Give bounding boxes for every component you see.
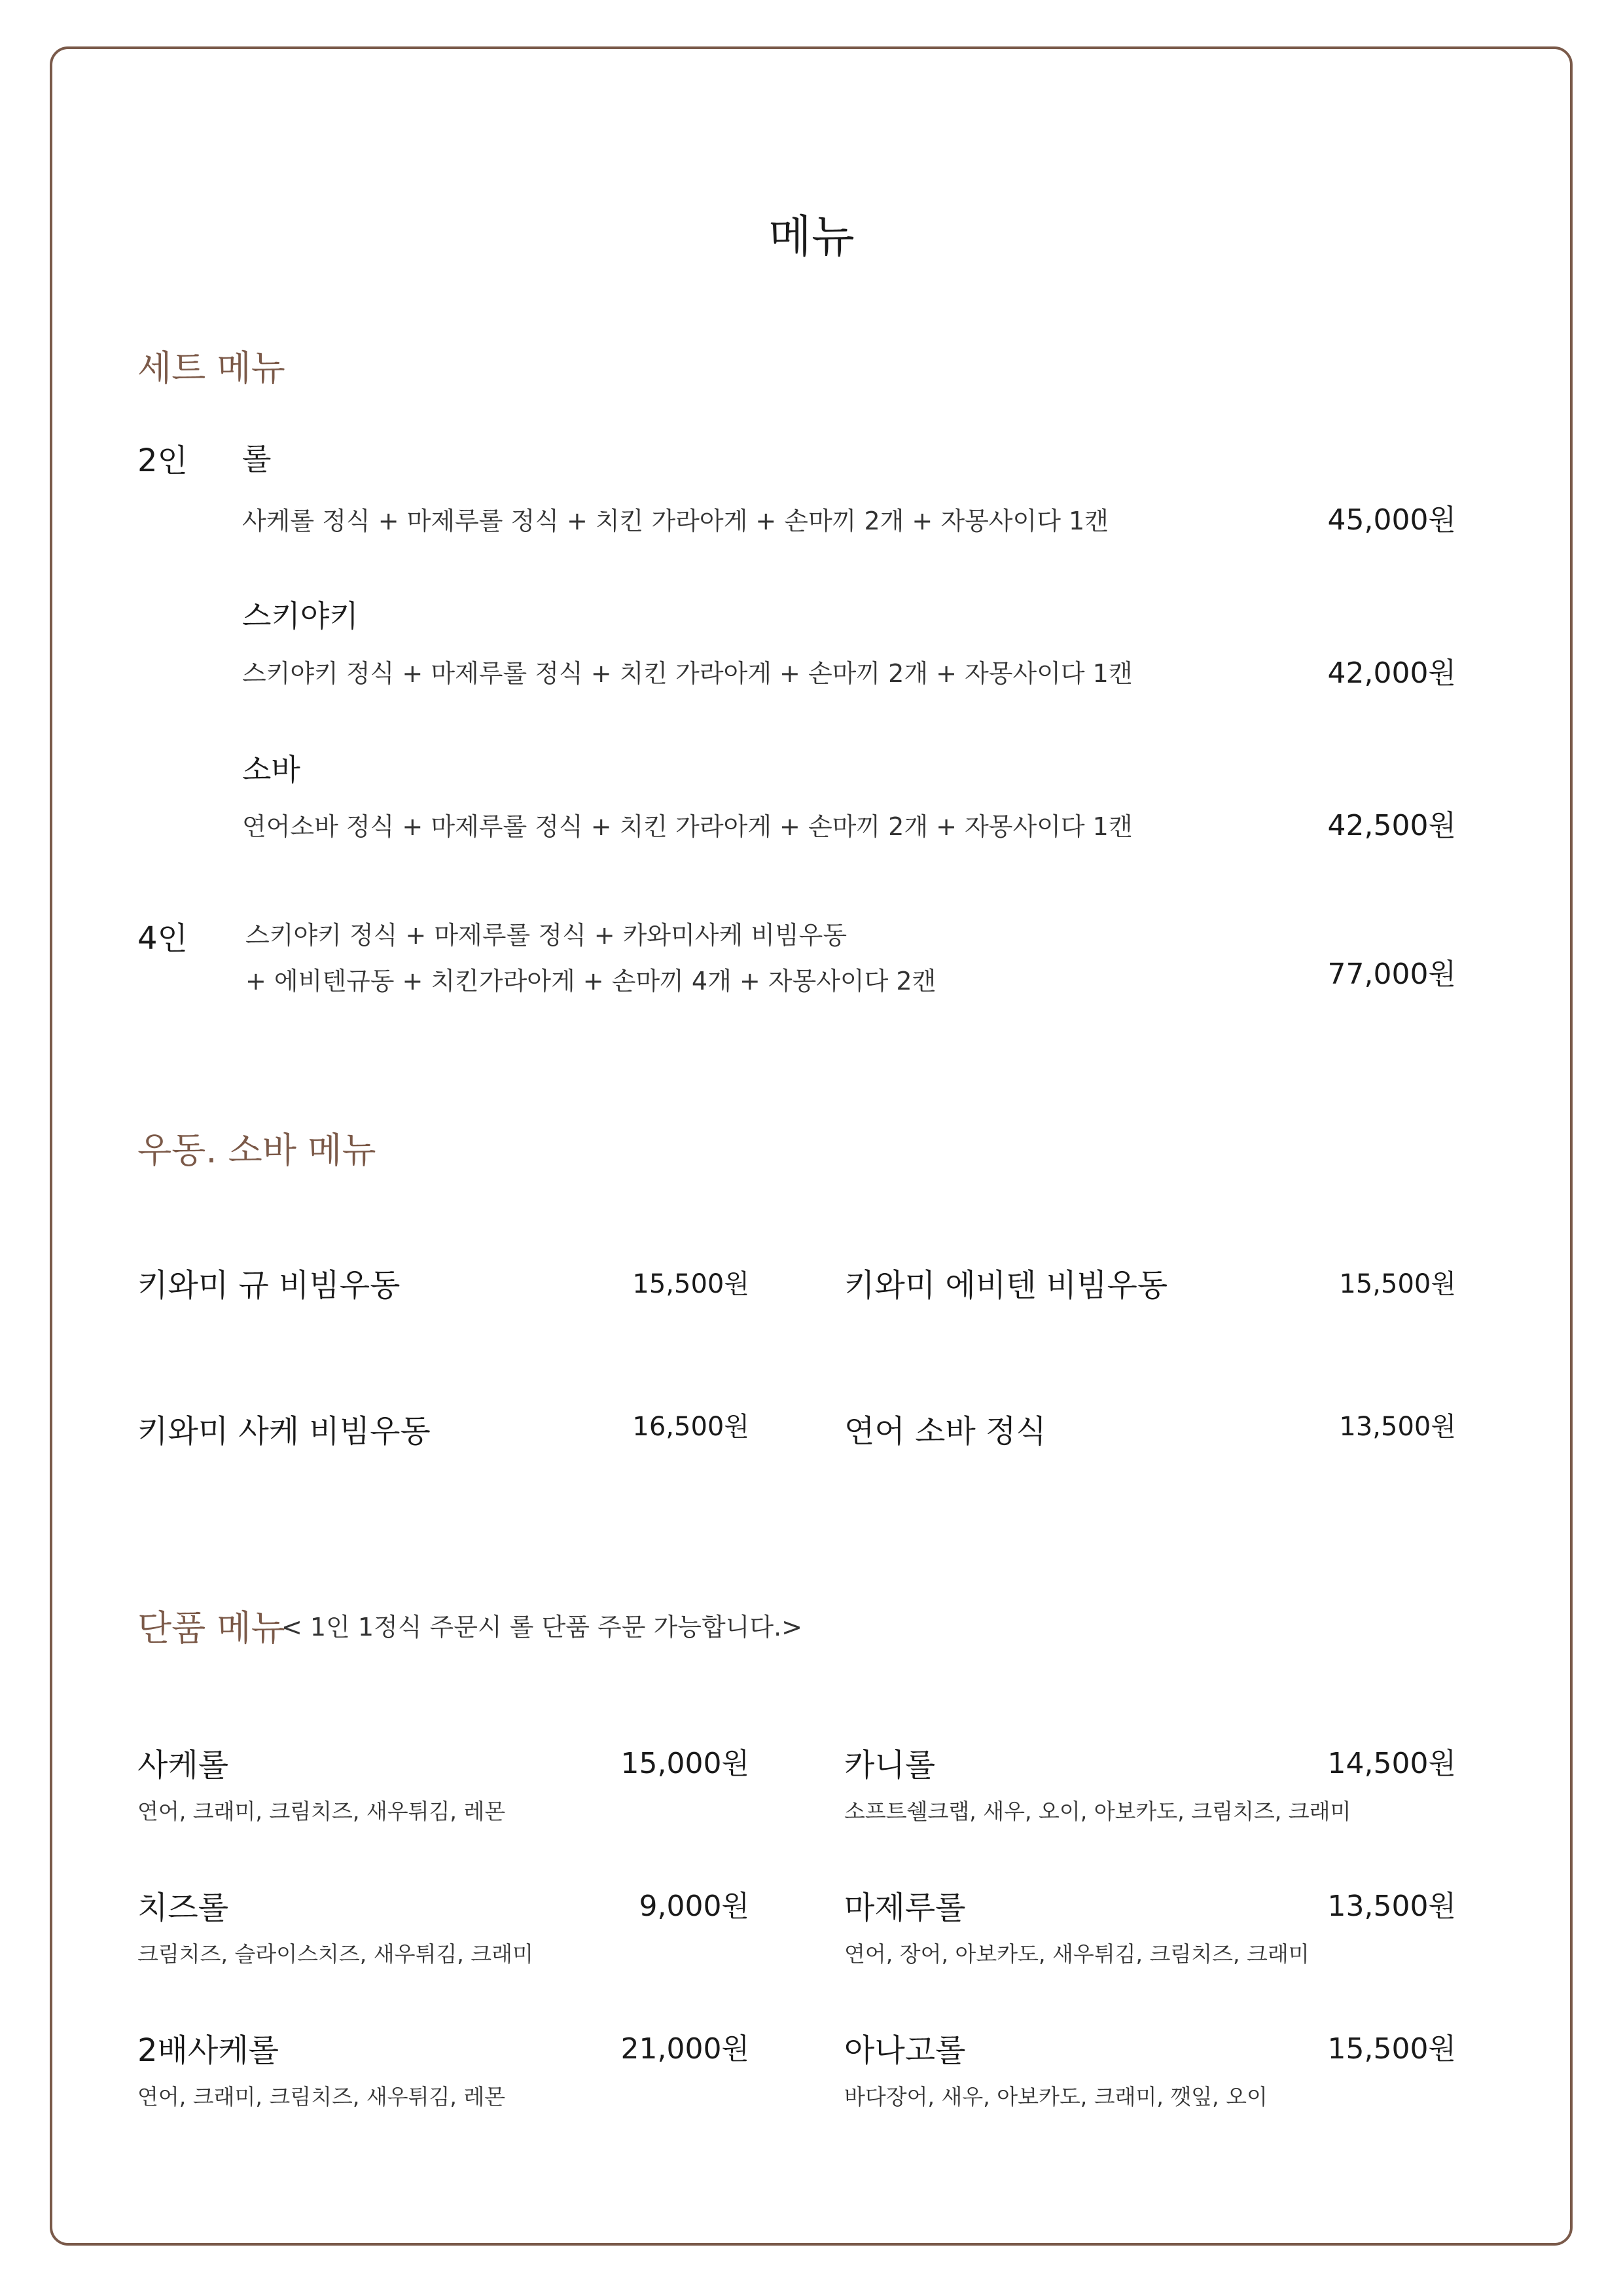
single-item-desc: 연어, 크래미, 크림치즈, 새우튀김, 레몬 [137, 2084, 506, 2109]
single-item-name: 치즈롤 [137, 1890, 229, 1926]
single-item-price: 15,000원 [620, 1747, 749, 1780]
udon-item-price: 16,500원 [632, 1412, 749, 1442]
single-item-name: 아나고롤 [844, 2032, 966, 2069]
single-item-name: 2배사케롤 [137, 2032, 279, 2069]
udon-item-name: 키와미 에비텐 비빔우동 [844, 1267, 1168, 1304]
udon-item-name: 연어 소바 정식 [844, 1413, 1046, 1450]
four-person-desc-line2: + 에비텐규동 + 치킨가라아게 + 손마끼 4개 + 자몽사이다 2캔 [245, 967, 936, 996]
single-menu-note: < 1인 1정식 주문시 롤 단품 주문 가능합니다.> [281, 1613, 802, 1641]
udon-item-price: 13,500원 [1339, 1412, 1456, 1442]
single-item-desc: 소프트쉘크랩, 새우, 오이, 아보카도, 크림치즈, 크래미 [844, 1799, 1351, 1824]
single-item-price: 14,500원 [1327, 1747, 1456, 1780]
udon-item-name: 키와미 사케 비빔우동 [137, 1413, 431, 1450]
set-option-desc: 연어소바 정식 + 마제루롤 정식 + 치킨 가라아게 + 손마끼 2개 + 자몽사이다 1캔 [242, 812, 1133, 841]
set-option-price: 42,000원 [1327, 656, 1456, 690]
set-option-name: 소바 [242, 752, 300, 787]
four-person-label: 4인 [137, 920, 188, 957]
page-title: 메뉴 [768, 211, 855, 263]
udon-item-name: 키와미 규 비빔우동 [137, 1267, 401, 1304]
single-item-desc: 연어, 장어, 아보카도, 새우튀김, 크림치즈, 크래미 [844, 1941, 1310, 1967]
single-item-name: 카니롤 [844, 1747, 936, 1784]
four-person-desc-line1: 스키야키 정식 + 마제루롤 정식 + 카와미사케 비빔우동 [245, 921, 847, 950]
set-option-name: 롤 [242, 441, 272, 476]
udon-item-price: 15,500원 [632, 1269, 749, 1299]
set-option-name: 스키야키 [242, 598, 359, 634]
single-item-desc: 연어, 크래미, 크림치즈, 새우튀김, 레몬 [137, 1799, 506, 1824]
four-person-price: 77,000원 [1327, 958, 1456, 991]
set-option-price: 45,000원 [1327, 503, 1456, 537]
single-item-price: 13,500원 [1327, 1890, 1456, 1923]
single-item-price: 15,500원 [1327, 2032, 1456, 2066]
single-item-name: 마제루롤 [844, 1890, 966, 1926]
single-item-name: 사케롤 [137, 1747, 229, 1784]
single-item-price: 21,000원 [620, 2032, 749, 2066]
set-option-desc: 스키야키 정식 + 마제루롤 정식 + 치킨 가라아게 + 손마끼 2개 + 자몽사이다 1캔 [242, 659, 1133, 688]
set-option-desc: 사케롤 정식 + 마제루롤 정식 + 치킨 가라아게 + 손마끼 2개 + 자몽사이다 1캔 [242, 507, 1109, 535]
single-menu-heading: 단품 메뉴 [137, 1607, 285, 1649]
udon-item-price: 15,500원 [1339, 1269, 1456, 1299]
set-option-price: 42,500원 [1327, 809, 1456, 842]
single-item-desc: 크림치즈, 슬라이스치즈, 새우튀김, 크래미 [137, 1941, 533, 1967]
single-item-desc: 바다장어, 새우, 아보카도, 크래미, 깻잎, 오이 [844, 2084, 1268, 2109]
single-item-price: 9,000원 [639, 1890, 749, 1923]
udon-menu-heading: 우동. 소바 메뉴 [137, 1130, 376, 1171]
set-menu-heading: 세트 메뉴 [137, 348, 285, 389]
two-person-label: 2인 [137, 442, 188, 479]
